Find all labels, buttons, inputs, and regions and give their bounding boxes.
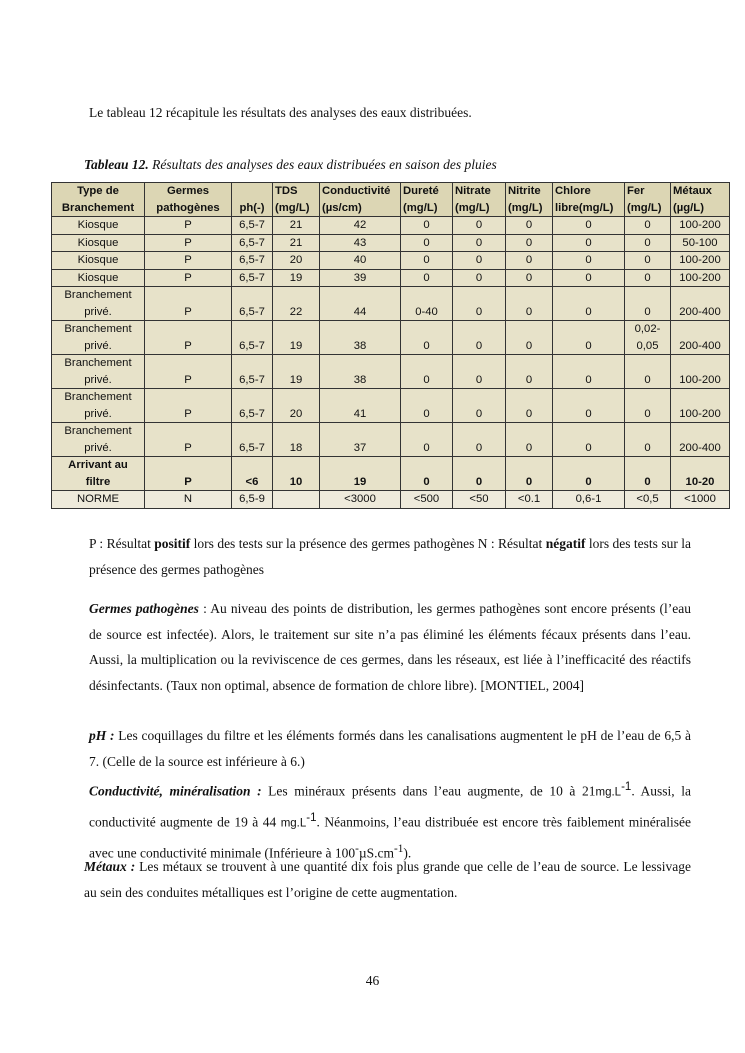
header-chlore: Chlore libre(mg/L) xyxy=(553,183,625,217)
ph-paragraph: pH : Les coquillages du filtre et les éléments formés dans les canalisations augmentent le pH de l’eau de 6,5 à 7. (Celle de la source est inférieure à 6.) xyxy=(89,728,691,769)
cell-nitrite: 0 xyxy=(506,423,553,457)
cell-type: Branchement privé. xyxy=(52,389,145,423)
cell-nitrate: 0 xyxy=(453,287,506,321)
cell-germes: P xyxy=(145,321,232,355)
cell-nitrate: 0 xyxy=(453,389,506,423)
cell-durete: 0 xyxy=(401,217,453,235)
cell-tds: 18 xyxy=(273,423,320,457)
cell-nitrite: 0 xyxy=(506,457,553,491)
germes-paragraph: Germes pathogènes : Au niveau des points de distribution, les germes pathogènes sont encore présents (l’eau de source est infectée). Alors, le traitement sur site n’a pas éliminé les éléments fécaux présents dans l’eau. Aussi, la multiplication ou la reviviscence de ces germes, dans les réseaux, est liée à l’inefficacité des réactifs désinfectants. (Taux non optimal, absence de formation de chlore libre). [MONTIEL, 2004] xyxy=(89,601,692,693)
cell-chlore: 0 xyxy=(553,423,625,457)
cell-tds: 20 xyxy=(273,252,320,270)
header-germes: Germes pathogènes xyxy=(145,183,232,217)
cell-metaux: 100-200 xyxy=(671,217,730,235)
cell-chlore: 0 xyxy=(553,252,625,270)
header-durete: Dureté (mg/L) xyxy=(401,183,453,217)
cell-cond: 43 xyxy=(320,234,401,252)
cell-tds: 19 xyxy=(273,269,320,287)
cell-chlore: 0,6-1 xyxy=(553,491,625,509)
table-row xyxy=(52,423,730,457)
cell-cond: <3000 xyxy=(320,491,401,509)
cell-cond: 37 xyxy=(320,423,401,457)
cell-durete: 0 xyxy=(401,423,453,457)
cell-nitrate: <50 xyxy=(453,491,506,509)
cell-nitrate: 0 xyxy=(453,321,506,355)
cell-type: Branchement privé. xyxy=(52,423,145,457)
cell-chlore: 0 xyxy=(553,355,625,389)
cell-fer: 0 xyxy=(625,355,671,389)
header-nitrite: Nitrite (mg/L) xyxy=(506,183,553,217)
cell-tds: 22 xyxy=(273,287,320,321)
cell-metaux: 100-200 xyxy=(671,269,730,287)
cell-germes: P xyxy=(145,217,232,235)
table-header-row xyxy=(52,183,730,217)
cell-tds: 21 xyxy=(273,234,320,252)
cell-durete: 0 xyxy=(401,252,453,270)
cell-tds: 21 xyxy=(273,217,320,235)
cell-cond: 41 xyxy=(320,389,401,423)
table-row xyxy=(52,252,730,270)
cell-type: Branchement privé. xyxy=(52,287,145,321)
cell-ph: 6,5-7 xyxy=(232,423,273,457)
cell-fer: 0 xyxy=(625,457,671,491)
conductivite-title: Conductivité, minéralisation : xyxy=(89,783,262,799)
cell-nitrite: 0 xyxy=(506,287,553,321)
cell-durete: 0 xyxy=(401,389,453,423)
cell-fer: 0 xyxy=(625,234,671,252)
cell-type: Branchement privé. xyxy=(52,321,145,355)
cell-cond: 38 xyxy=(320,321,401,355)
cell-ph: 6,5-7 xyxy=(232,234,273,252)
caption-label: Tableau 12. xyxy=(84,157,149,172)
cell-tds: 20 xyxy=(273,389,320,423)
cell-germes: P xyxy=(145,287,232,321)
cell-metaux: 10-20 xyxy=(671,457,730,491)
cell-fer: 0 xyxy=(625,287,671,321)
cell-nitrite: 0 xyxy=(506,355,553,389)
cell-nitrite: 0 xyxy=(506,217,553,235)
cell-ph: 6,5-7 xyxy=(232,321,273,355)
cell-germes: P xyxy=(145,252,232,270)
cell-nitrite: 0 xyxy=(506,321,553,355)
cell-type: Kiosque xyxy=(52,234,145,252)
cell-type: Arrivant au filtre xyxy=(52,457,145,491)
ph-title: pH : xyxy=(89,728,115,743)
cell-nitrite: <0.1 xyxy=(506,491,553,509)
cell-chlore: 0 xyxy=(553,217,625,235)
cell-fer: 0,02- 0,05 xyxy=(625,321,671,355)
header-fer: Fer (mg/L) xyxy=(625,183,671,217)
cell-germes: P xyxy=(145,423,232,457)
cell-chlore: 0 xyxy=(553,389,625,423)
header-metaux: Métaux (µg/L) xyxy=(671,183,730,217)
cell-durete: 0 xyxy=(401,234,453,252)
germes-title: Germes pathogènes xyxy=(89,601,199,616)
cell-ph: 6,5-7 xyxy=(232,252,273,270)
table-row xyxy=(52,355,730,389)
cell-ph: 6,5-7 xyxy=(232,355,273,389)
metaux-paragraph: Métaux : Les métaux se trouvent à une quantité dix fois plus grande que celle de l’eau de source. Le lessivage au sein des conduites métalliques est l’origine de cette augmentation. xyxy=(84,859,692,900)
cell-nitrate: 0 xyxy=(453,423,506,457)
cell-ph: 6,5-7 xyxy=(232,389,273,423)
table-row xyxy=(52,269,730,287)
cell-metaux: 200-400 xyxy=(671,321,730,355)
cell-durete: 0 xyxy=(401,321,453,355)
cell-chlore: 0 xyxy=(553,321,625,355)
header-type: Type de Branchement xyxy=(52,183,145,217)
cell-type: Kiosque xyxy=(52,217,145,235)
results-table xyxy=(51,182,730,509)
cell-nitrate: 0 xyxy=(453,457,506,491)
header-nitrate: Nitrate (mg/L) xyxy=(453,183,506,217)
caption-text: Résultats des analyses des eaux distribuées en saison des pluies xyxy=(148,157,497,172)
cell-durete: 0 xyxy=(401,355,453,389)
cell-nitrate: 0 xyxy=(453,217,506,235)
cell-fer: 0 xyxy=(625,217,671,235)
cell-chlore: 0 xyxy=(553,234,625,252)
cell-metaux: 200-400 xyxy=(671,423,730,457)
cell-nitrite: 0 xyxy=(506,389,553,423)
table-row xyxy=(52,389,730,423)
table-row xyxy=(52,457,730,491)
cell-germes: P xyxy=(145,269,232,287)
cell-ph: 6,5-9 xyxy=(232,491,273,509)
cell-metaux: 100-200 xyxy=(671,389,730,423)
cell-germes: P xyxy=(145,389,232,423)
cell-metaux: <1000 xyxy=(671,491,730,509)
cell-cond: 38 xyxy=(320,355,401,389)
cell-fer: 0 xyxy=(625,423,671,457)
table-caption xyxy=(84,157,497,173)
cell-cond: 19 xyxy=(320,457,401,491)
cell-nitrate: 0 xyxy=(453,355,506,389)
cell-type: Kiosque xyxy=(52,269,145,287)
cell-durete: <500 xyxy=(401,491,453,509)
cell-germes: P xyxy=(145,234,232,252)
cell-nitrate: 0 xyxy=(453,234,506,252)
cell-type: NORME xyxy=(52,491,145,509)
cell-nitrite: 0 xyxy=(506,252,553,270)
cell-durete: 0 xyxy=(401,269,453,287)
cell-metaux: 100-200 xyxy=(671,355,730,389)
conductivite-paragraph: Conductivité, minéralisation : Les minéraux présents dans l’eau augmente, de 10 à $21mg.L^{-1}$. Aussi, la conductivité augmente de 19 à 44 $mg.L^{-1}$. Néanmoins, l’eau distribuée est encore très faiblement minéralisée avec une conductivité minimale (Inférieure à $100^-\mu S.cm^{-1}$). xyxy=(89,781,692,861)
cell-ph: 6,5-7 xyxy=(232,269,273,287)
cell-germes: N xyxy=(145,491,232,509)
table-body xyxy=(52,217,730,509)
legend-paragraph: P : Résultat positif lors des tests sur la présence des germes pathogènes N : Résultat négatif lors des tests sur la présence des germes pathogènes xyxy=(89,536,691,577)
table-row xyxy=(52,217,730,235)
cell-tds: 19 xyxy=(273,321,320,355)
cell-fer: 0 xyxy=(625,252,671,270)
cell-tds xyxy=(273,491,320,509)
metaux-title: Métaux : xyxy=(84,859,136,874)
cell-nitrite: 0 xyxy=(506,234,553,252)
cell-cond: 39 xyxy=(320,269,401,287)
cell-type: Branchement privé. xyxy=(52,355,145,389)
cell-type: Kiosque xyxy=(52,252,145,270)
cell-nitrite: 0 xyxy=(506,269,553,287)
table-row xyxy=(52,287,730,321)
header-ph: ph(-) xyxy=(232,183,273,217)
cell-ph: 6,5-7 xyxy=(232,287,273,321)
table-row xyxy=(52,491,730,509)
cell-chlore: 0 xyxy=(553,269,625,287)
cell-metaux: 100-200 xyxy=(671,252,730,270)
cell-nitrate: 0 xyxy=(453,252,506,270)
cell-durete: 0 xyxy=(401,457,453,491)
cell-metaux: 200-400 xyxy=(671,287,730,321)
cell-fer: 0 xyxy=(625,269,671,287)
cell-ph: <6 xyxy=(232,457,273,491)
header-conductivite: Conductivité (µs/cm) xyxy=(320,183,401,217)
cell-tds: 19 xyxy=(273,355,320,389)
intro-text: Le tableau 12 récapitule les résultats des analyses des eaux distribuées. xyxy=(89,105,472,120)
cell-durete: 0-40 xyxy=(401,287,453,321)
cell-chlore: 0 xyxy=(553,457,625,491)
cell-nitrate: 0 xyxy=(453,269,506,287)
cell-tds: 10 xyxy=(273,457,320,491)
cell-germes: P xyxy=(145,355,232,389)
cell-cond: 44 xyxy=(320,287,401,321)
cell-fer: 0 xyxy=(625,389,671,423)
cell-chlore: 0 xyxy=(553,287,625,321)
header-tds: TDS (mg/L) xyxy=(273,183,320,217)
cell-ph: 6,5-7 xyxy=(232,217,273,235)
table-row xyxy=(52,321,730,355)
cell-fer: <0,5 xyxy=(625,491,671,509)
table-row xyxy=(52,234,730,252)
cell-cond: 42 xyxy=(320,217,401,235)
page-number: 46 xyxy=(365,973,380,988)
cell-germes: P xyxy=(145,457,232,491)
cell-cond: 40 xyxy=(320,252,401,270)
cell-metaux: 50-100 xyxy=(671,234,730,252)
